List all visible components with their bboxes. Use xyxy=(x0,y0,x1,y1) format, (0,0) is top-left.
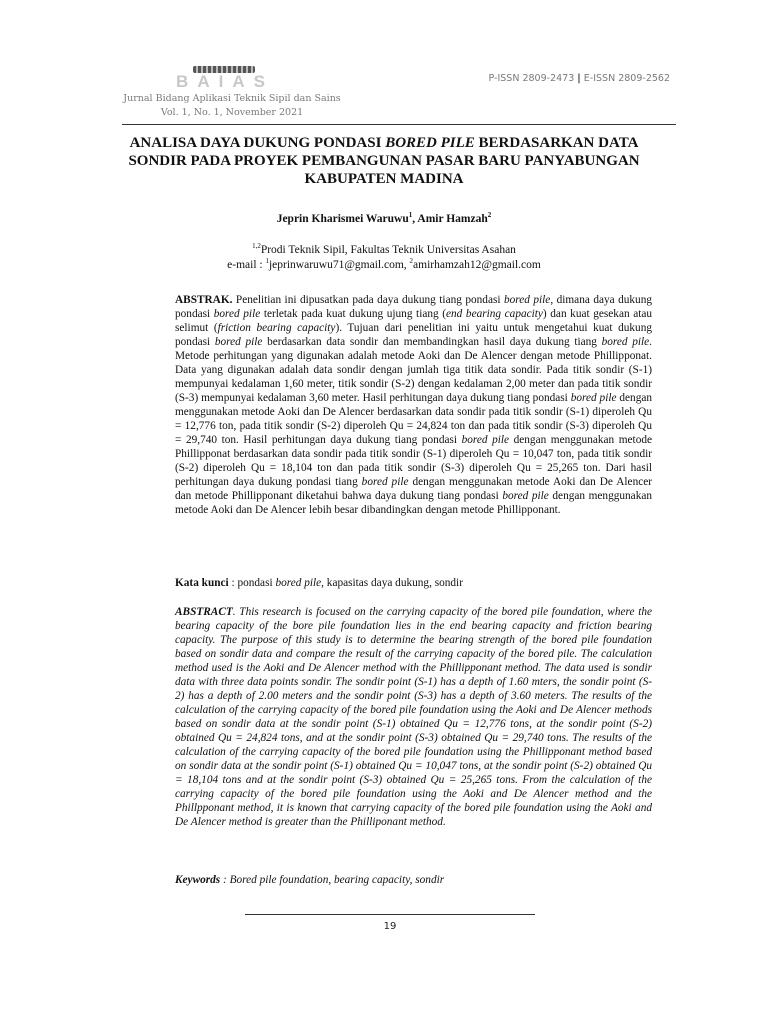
page-number: 19 xyxy=(383,921,397,932)
abstrak-term: bored pile xyxy=(503,294,551,306)
affiliation-line xyxy=(110,243,658,258)
author-name: Amir Hamzah xyxy=(417,213,488,225)
abstrak-text: terletak pada kuat dukung ujung tiang ( xyxy=(260,308,447,320)
issn-separator: | xyxy=(577,73,581,84)
abstract-text: . This research is focused on the carrying capacity of the bored pile foundation, where the bearing capacity of the bore pile foundation lies in the end bearing capacity and friction bearing capacity. The purpose of this study is to determine the bearing strength of the bored pile foundation based on sondir data and compare the result of the carrying capacity of the bored pile. The calculation method used is the Aoki and De Alencer method with the Phillipponant method. The data used is sondir data with three data points sondir. The sondir point (S-1) has a depth of 1.60 mters, the sondir point (S-2) has a depth of 2.00 meters and the sondir point (S-3) has a depth of 3.60 meters. The results of the calculation of the carrying capacity of the bored pile foundation using the Aoki and De Alencer methods based on sondir data at the sondir point (S-1) obtained Qu = 12,776 tons, at the sondir point (S-2) obtained Qu = 24,824 tons, and at the sondir point (S-3) obtained Qu = 29,740 tons. The results of the calculation of the carrying capacity of the bored pile foundation using the Phillipponant method based on sondir data at the sondir point (S-1) obtained Qu = 10,047 tons, at the sondir point (S-2) obtained Qu = 18,104 tons and at the sondir point (S-3) obtained Qu = 25,265 tons. From the calculation of the carrying capacity of the bored pile foundation using the Aoki and De Alencer method and the Phillpponant method, it is known that carrying capacity of the bored pile foundation using the Aoki and De Alencer method is greater than the Philliponant method. xyxy=(175,606,652,828)
abstrak-text: . Metode perhitungan yang digunakan adalah metode Aoki dan De Alencer dengan metode Phillipponat. Data yang digunakan adalah data sondir dengan jumlah tiga titik data sondir. Pada titik sondir (S-1) mempunyai kedalaman 1,60 meter, titik sondir (S-2) dengan kedalaman 2,00 meter dan pada titik sondir (S-3) mempunyai kedalaman 3,60 meter. Hasil perhitungan daya dukung tiang pondasi xyxy=(175,336,652,404)
email-link[interactable]: amirhamzah12@gmail.com xyxy=(413,259,541,271)
abstrak-term: friction bearing capacity xyxy=(217,322,336,334)
email-line xyxy=(110,258,658,273)
title-part: BERDASARKAN DATA SONDIR PADA PROYEK PEMBANGUNAN PASAR BARU PANYABUNGAN KABUPATEN MADINA xyxy=(128,135,640,187)
affiliation-superscript: 1,2 xyxy=(252,242,261,251)
kata-kunci-term: bored pile, xyxy=(275,577,324,589)
journal-volume: Vol. 1, No. 1, November 2021 xyxy=(160,107,304,118)
abstrak-label: ABSTRAK. xyxy=(175,294,233,306)
email-superscript: 1 xyxy=(265,257,269,266)
abstrak-term: bored pile xyxy=(570,392,617,404)
abstrak-text: ). Tujuan dari penelitian ini yaitu untuk mengetahui kuat dukung pondasi xyxy=(175,322,652,348)
email-label: e-mail : xyxy=(227,259,266,271)
email-separator: , xyxy=(403,259,410,271)
article-title xyxy=(110,134,658,188)
journal-info xyxy=(92,92,372,120)
kata-kunci-text: kapasitas daya dukung, sondir xyxy=(323,577,463,589)
abstrak-text: dengan menggunakan metode Aoki dan De Alencer berdasarkan data sondir pada titik sondir (S-1) diperoleh Qu = 12,776 ton, pada titik sondir (S-2) diperoleh Qu = 24,824 ton dan pada titik sondir (S-3) diperoleh Qu = 29,740 ton. Hasil perhitungan daya dukung tiang pondasi xyxy=(175,392,653,446)
issn-print: P-ISSN 2809-2473 xyxy=(488,73,575,84)
abstrak-term: bored pile xyxy=(601,336,650,348)
journal-logo xyxy=(165,66,285,94)
abstrak-text: ) dan kuat gesekan atau selimut ( xyxy=(175,308,653,334)
kata-kunci-label: Kata kunci xyxy=(175,577,229,589)
keywords-label: Keywords xyxy=(175,874,221,886)
abstract-label: ABSTRACT xyxy=(175,606,233,618)
kata-kunci-text: : pondasi xyxy=(228,577,276,589)
affiliation-text: Prodi Teknik Sipil, Fakultas Teknik Universitas Asahan xyxy=(260,244,516,256)
logo-text: BAIAS xyxy=(176,72,274,91)
email-link[interactable]: jeprinwaruwu71@gmail.com xyxy=(268,259,404,271)
author-name: Jeprin Kharismei Waruwu xyxy=(276,213,409,225)
footer-divider xyxy=(245,914,535,915)
author-list xyxy=(110,213,658,225)
title-part: ANALISA DAYA DUKUNG PONDASI xyxy=(129,135,386,151)
keywords-line xyxy=(175,873,652,887)
abstrak-text: Penelitian ini dipusatkan pada daya dukung tiang pondasi xyxy=(232,294,504,306)
issn-info xyxy=(489,73,670,84)
abstrak-text: dengan menggunakan metode Phillipponat berdasarkan data sondir pada titik sondir (S-1) diperoleh Qu = 10,047 ton, pada titik sondir (S-2) diperoleh Qu = 18,104 ton dan pada titik sondir (S-3) diperoleh Qu = 25,265 ton. Dari hasil perhitungan daya dukung pondasi tiang xyxy=(175,434,652,488)
abstrak-term: end bearing capacity xyxy=(446,308,543,320)
abstrak-term: bored pile xyxy=(361,476,409,488)
header-divider xyxy=(122,124,676,125)
abstrak-term: bored pile xyxy=(461,434,510,446)
abstrak-text: dengan menggunakan metode Aoki dan De Alencer lebih besar dibandingkan dengan metode Phillipponant. xyxy=(175,490,653,516)
abstrak-term: bored pile xyxy=(214,336,263,348)
abstrak-text: , dimana daya dukung pondasi xyxy=(175,294,652,320)
abstrak-text: berdasarkan data sondir dan membandingkan hasil daya dukung tiang xyxy=(262,336,602,348)
author-separator: , xyxy=(412,213,418,225)
email-superscript: 2 xyxy=(409,257,414,266)
author-superscript: 1 xyxy=(408,211,413,220)
abstrak-text: dengan menggunakan metode Aoki dan De Alencer dan metode Phillipponant diketahui bahwa daya dukung tiang pondasi xyxy=(175,476,653,502)
abstract-paragraph xyxy=(175,605,652,829)
affiliation-block xyxy=(110,243,658,273)
abstrak-term: bored pile xyxy=(213,308,261,320)
keywords-text: : Bored pile foundation, bearing capacity, sondir xyxy=(220,874,445,886)
author-superscript: 2 xyxy=(487,211,492,220)
abstrak-paragraph xyxy=(175,293,652,517)
title-italic: BORED PILE xyxy=(385,135,475,151)
kata-kunci-line xyxy=(175,576,652,590)
journal-name: Jurnal Bidang Aplikasi Teknik Sipil dan Sains xyxy=(123,93,341,104)
issn-electronic: E-ISSN 2809-2562 xyxy=(583,73,670,84)
abstrak-term: bored pile xyxy=(502,490,549,502)
